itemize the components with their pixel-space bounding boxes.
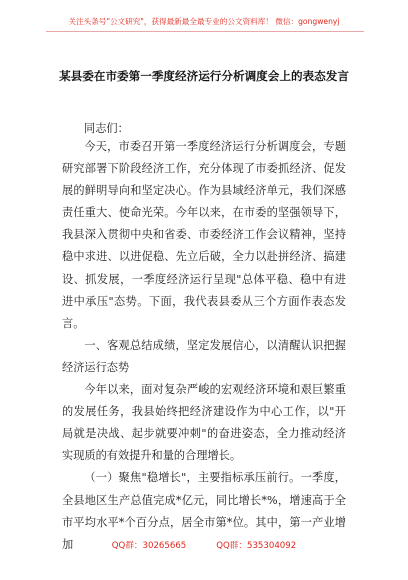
salutation: 同志们： (84, 122, 129, 135)
footer-qq-group-2: QQ群：535304092 (216, 541, 297, 551)
document-title: 某县委在市委第一季度经济运行分析调度会上的表态发言 (59, 69, 349, 83)
footer-banner (0, 539, 408, 551)
header-banner (0, 16, 408, 27)
document-body (62, 136, 346, 556)
paragraph-growth: （一）聚焦"稳增长"，主要指标承压前行。一季度，全县地区生产总值完成*亿元，同比增长*%，增速高于全市平均水平*个百分点，居全市第*位。其中，第一产业增加 (62, 471, 346, 551)
paragraph-intro: 今天，市委召开第一季度经济运行分析调度会，专题研究部署下阶段经济工作，充分体现了市委抓经济、促发展的鲜明导向和坚定决心。作为县域经济单元，我们深感责任重大、使命光荣。今年以来，在市委的坚强领导下，我县深入贯彻中央和省委、市委经济工作会议精神，坚持稳中求进、以进促稳、先立后破，全力以赴拼经济、搞建设、抓发展，一季度经济运行呈现"总体平稳、稳中有进进中承压"态势。下面，我代表县委从三个方面作表态发言。 (62, 140, 346, 330)
footer-qq-group-1: QQ群：30265665 (111, 541, 187, 551)
paragraph-overview: 今年以来，面对复杂严峻的宏观经济环境和艰巨繁重的发展任务，我县始终把经济建设作为中心工作，以"开局就是决战、起步就要冲刺"的奋进姿态，全力推动经济实现质的有效提升和量的合理增长。 (62, 383, 346, 463)
header-text: 关注头条号"公文研究"，获得最新最全最专业的公文资料库！ 微信：gongwenyj (68, 17, 340, 26)
header-divider (46, 31, 364, 32)
section-heading-1: 一、客观总结成绩，坚定发展信心，以清醒认识把握经济运行态势 (62, 338, 346, 374)
